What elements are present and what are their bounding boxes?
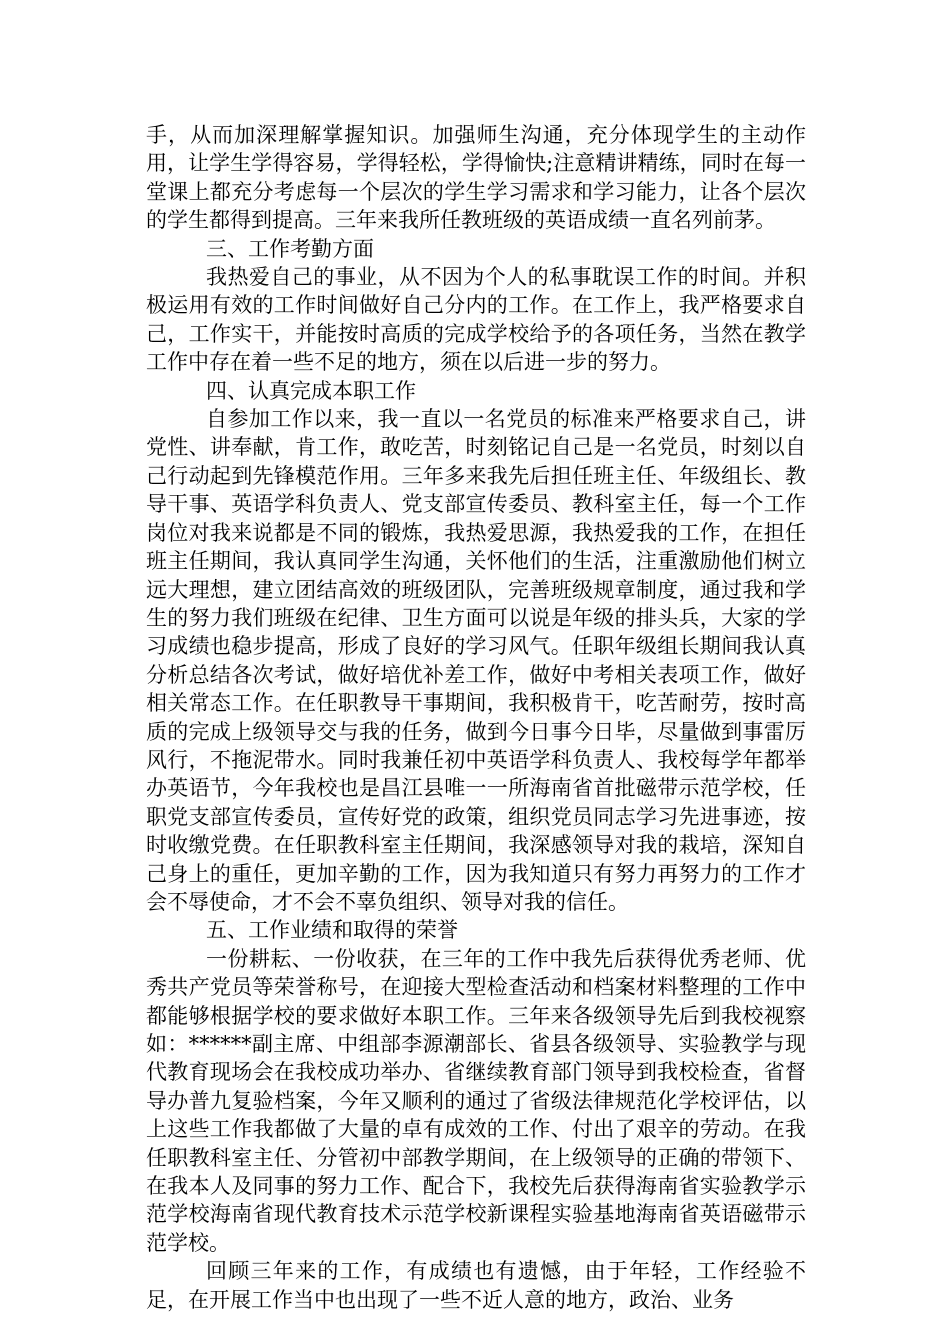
section-heading-achievements: 五、工作业绩和取得的荣誉 [206,918,458,943]
paragraph-achievements: 一份耕耘、一份收获，在三年的工作中我先后获得优秀老师、优秀共产党员等荣誉称号，在迎接大型检查活动和档案材料整理的工作中都能够根据学校的要求做好本职工作。三年来各级领导先后到我校视察如：******副主席、中组部李源潮部长、省县各级领导、实验教学与现代教育现场会在我校成功举办、省继续教育部门领导到我校检查，省督导办普九复验档案，今年又顺利的通过了省级法律规范化学校评估，以上这些工作我都做了大量的卓有成效的工作、付出了艰辛的劳动。在我任职教科室主任、分管初中部教学期间，在上级领导的正确的带领下、在我本人及同事的努力工作、配合下，我校先后获得海南省实验教学示范学校海南省现代教育技术示范学校新课程实验基地海南省英语磁带示范学校。 [146,946,806,1255]
document-body [146,121,806,1314]
section-heading-attendance: 三、工作考勤方面 [206,236,374,261]
paragraph-review: 回顾三年来的工作，有成绩也有遗憾，由于年轻，工作经验不足，在开展工作当中也出现了一些不近人意的地方，政治、业务 [146,1259,806,1312]
paragraph-duties: 自参加工作以来，我一直以一名党员的标准来严格要求自己，讲党性、讲奉献，肯工作，敢吃苦，时刻铭记自己是一名党员，时刻以自己行动起到先锋模范作用。三年多来我先后担任班主任、年级组长、教导干事、英语学科负责人、党支部宣传委员、教科室主任，每一个工作岗位对我来说都是不同的锻炼，我热爱思源，我热爱我的工作，在担任班主任期间，我认真同学生沟通，关怀他们的生活，注重激励他们树立远大理想，建立团结高效的班级团队，完善班级规章制度，通过我和学生的努力我们班级在纪律、卫生方面可以说是年级的排头兵，大家的学习成绩也稳步提高，形成了良好的学习风气。任职年级组长期间我认真分析总结各次考试，做好培优补差工作，做好中考相关表项工作，做好相关常态工作。在任职教导干事期间，我积极肯干，吃苦耐劳，按时高质的完成上级领导交与我的任务，做到今日事今日毕，尽量做到事雷厉风行，不拖泥带水。同时我兼任初中英语学科负责人、我校每学年都举办英语节，今年我校也是昌江县唯一一所海南省首批磁带示范学校，任职党支部宣传委员，宣传好党的政策，组织党员同志学习先进事迹，按时收缴党费。在任职教科室主任期间，我深感领导对我的栽培，深知自己身上的重任，更加辛勤的工作，因为我知道只有努力再努力的工作才会不辱使命，才不会不辜负组织、领导对我的信任。 [146,407,806,914]
paragraph-attendance: 我热爱自己的事业，从不因为个人的私事耽误工作的时间。并积极运用有效的工作时间做好自己分内的工作。在工作上，我严格要求自己，工作实干，并能按时高质的完成学校给予的各项任务，当然在教学工作中存在着一些不足的地方，须在以后进一步的努力。 [146,265,806,375]
paragraph-continuation: 手，从而加深理解掌握知识。加强师生沟通，充分体现学生的主动作用，让学生学得容易，学得轻松，学得愉快;注意精讲精练，同时在每一堂课上都充分考虑每一个层次的学生学习需求和学习能力，让各个层次的学生都得到提高。三年来我所任教班级的英语成绩一直名列前茅。 [146,123,806,233]
section-heading-duties: 四、认真完成本职工作 [206,378,416,403]
